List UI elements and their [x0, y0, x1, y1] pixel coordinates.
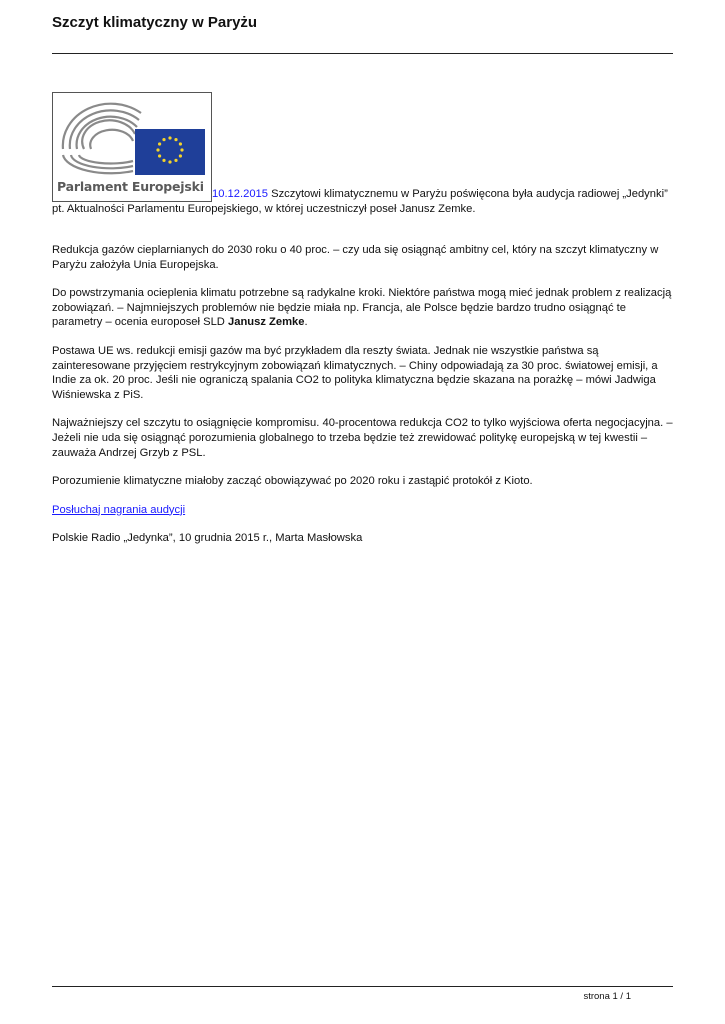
intro-paragraph: [52, 92, 674, 217]
logo-text: Parlament Europejski: [57, 179, 204, 195]
page-title: Szczyt klimatyczny w Paryżu: [52, 14, 258, 31]
source-line: Polskie Radio „Jedynka”, 10 grudnia 2015 r., Marta Masłowska: [52, 531, 363, 544]
paragraph-2-end: .: [304, 316, 308, 329]
audio-link-paragraph: [52, 503, 674, 518]
parliament-logo-image: [52, 92, 212, 202]
article-body: [52, 92, 674, 559]
intro-text: Szczytowi klimatycznemu w Paryżu poświęcona była audycja radiowej „Jedynki” pt. Aktualności Parlamentu Europejskiego, w której uczestniczył poseł Janusz Zemke.: [52, 188, 668, 215]
paragraph-2-text: Do powstrzymania ocieplenia klimatu potrzebne są radykalne kroki. Niektóre państwa mogą mieć jednak problem z realizacją zobowiązań. – Najmniejszych problemów nie będzie miała np. Francja, ale Polsce będzie bardzo trudno osiągnąć te parametry – ocenia europoseł SLD: [52, 286, 672, 329]
page-number: strona 1 / 1: [583, 991, 631, 1002]
header-divider: [52, 53, 673, 54]
listen-recording-link[interactable]: Posłuchaj nagrania audycji: [52, 503, 186, 516]
paragraph-2: [52, 286, 674, 330]
footer-divider: [52, 986, 673, 987]
paragraph-5: Porozumienie klimatyczne miałoby zacząć obowiązywać po 2020 roku i zastąpić protokół z Kioto.: [52, 475, 533, 488]
paragraph-1: Redukcja gazów cieplarnianych do 2030 roku o 40 proc. – czy uda się osiągnąć ambitny cel, który na szczyt klimatyczny w Paryżu założyła Unia Europejska.: [52, 243, 659, 271]
paragraph-4: Najważniejszy cel szczytu to osiągnięcie kompromisu. 40-procentowa redukcja CO2 to tylko wyjściowa oferta negocjacyjna. – Jeżeli nie uda się osiągnąć porozumienia globalnego to trzeba będzie też zrewidować politykę europejską w tej kwestii – zauważa Andrzej Grzyb z PSL.: [52, 417, 673, 460]
article-date: 10.12.2015: [212, 188, 268, 201]
eu-flag: [135, 129, 205, 175]
paragraph-3: Postawa UE ws. redukcji emisji gazów ma być przykładem dla reszty świata. Jednak nie wszystkie państwa są zainteresowane przyjęciem restrykcyjnym zobowiązań klimatycznych. – Chiny odpowiadają za 30 proc. światowej emisji, a Indie za ok. 20 proc. Jeśli nie ograniczą spalania CO2 to polityka klimatyczna będzie skazana na porażkę – mówi Jadwiga Wiśniewska z PiS.: [52, 344, 658, 402]
paragraph-2-bold-name: Janusz Zemke: [228, 316, 305, 329]
